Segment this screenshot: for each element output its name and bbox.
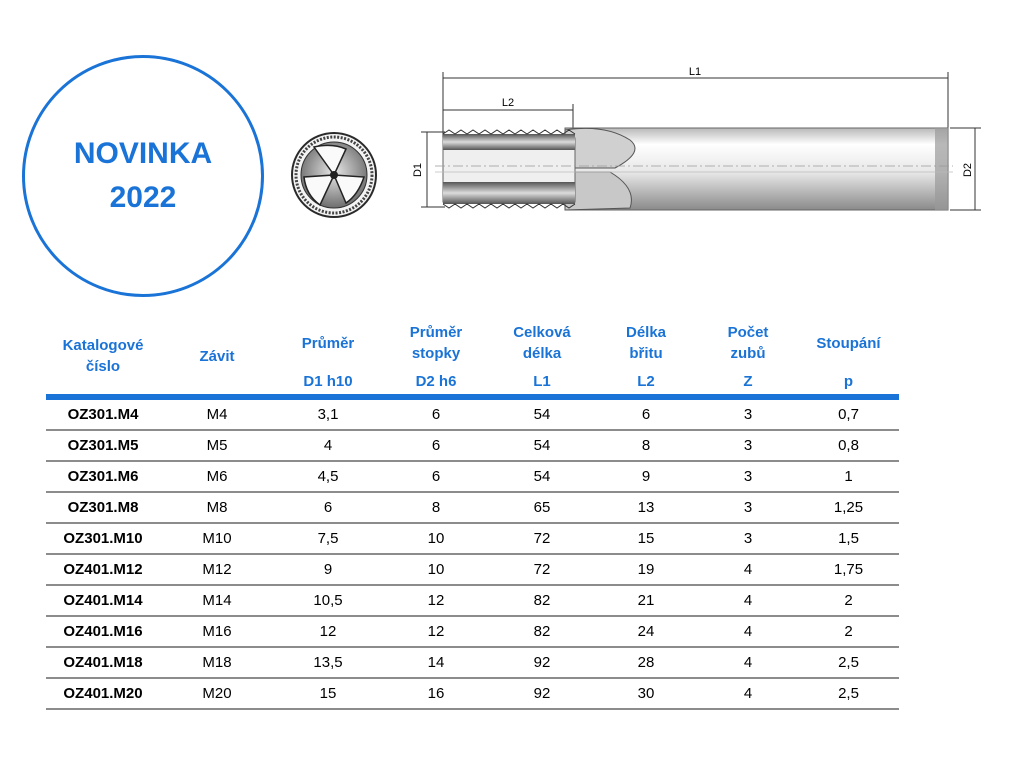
- dim-l1-label: L1: [688, 66, 702, 78]
- cell-pitch: 1,75: [798, 554, 899, 585]
- cell-catalog-number: OZ301.M6: [46, 461, 160, 492]
- table-row: [46, 585, 899, 616]
- cell-diameter: 4,5: [274, 461, 382, 492]
- cell-total-length: 82: [490, 616, 594, 647]
- header-pitch-sub: p: [843, 372, 854, 390]
- cutter-end-view: [284, 125, 384, 225]
- cell-cutting-length: 19: [594, 554, 698, 585]
- cell-thread: M18: [160, 647, 274, 678]
- header-pitch: Stoupání: [816, 334, 881, 352]
- cell-teeth-count: 3: [698, 430, 798, 461]
- cell-catalog-number: OZ401.M14: [46, 585, 160, 616]
- cell-catalog-number: OZ401.M16: [46, 616, 160, 647]
- cell-pitch: 2: [798, 616, 899, 647]
- table-row: [46, 400, 899, 430]
- table-row: [46, 430, 899, 461]
- table-row: [46, 523, 899, 554]
- cell-diameter: 3,1: [274, 400, 382, 430]
- cell-diameter: 6: [274, 492, 382, 523]
- cell-pitch: 2,5: [798, 647, 899, 678]
- cell-cutting-length: 8: [594, 430, 698, 461]
- cell-total-length: 92: [490, 678, 594, 709]
- spec-table: [46, 318, 899, 710]
- cell-teeth-count: 3: [698, 400, 798, 430]
- cell-diameter: 7,5: [274, 523, 382, 554]
- cell-shank-diameter: 6: [382, 400, 490, 430]
- cell-diameter: 15: [274, 678, 382, 709]
- header-diameter-sub: D1 h10: [303, 372, 353, 390]
- cell-thread: M5: [160, 430, 274, 461]
- table-row: [46, 647, 899, 678]
- table-row: [46, 554, 899, 585]
- table-row: [46, 492, 899, 523]
- cell-shank-diameter: 12: [382, 585, 490, 616]
- cell-teeth-count: 4: [698, 647, 798, 678]
- cell-cutting-length: 15: [594, 523, 698, 554]
- cell-cutting-length: 9: [594, 461, 698, 492]
- cell-diameter: 12: [274, 616, 382, 647]
- cell-catalog-number: OZ401.M20: [46, 678, 160, 709]
- cell-catalog-number: OZ301.M4: [46, 400, 160, 430]
- cell-shank-diameter: 6: [382, 430, 490, 461]
- cell-pitch: 2: [798, 585, 899, 616]
- dim-l2-label: L2: [501, 97, 515, 109]
- cell-diameter: 4: [274, 430, 382, 461]
- cell-total-length: 65: [490, 492, 594, 523]
- cell-total-length: 72: [490, 554, 594, 585]
- cell-cutting-length: 21: [594, 585, 698, 616]
- cell-teeth-count: 3: [698, 492, 798, 523]
- cell-thread: M4: [160, 400, 274, 430]
- cell-teeth-count: 3: [698, 523, 798, 554]
- cell-cutting-length: 24: [594, 616, 698, 647]
- cell-teeth-count: 3: [698, 461, 798, 492]
- cell-diameter: 10,5: [274, 585, 382, 616]
- cell-pitch: 2,5: [798, 678, 899, 709]
- cell-cutting-length: 28: [594, 647, 698, 678]
- table-row: [46, 678, 899, 709]
- cell-cutting-length: 30: [594, 678, 698, 709]
- cell-pitch: 1,25: [798, 492, 899, 523]
- cell-shank-diameter: 6: [382, 461, 490, 492]
- cell-shank-diameter: 16: [382, 678, 490, 709]
- cell-pitch: 1,5: [798, 523, 899, 554]
- header-catalog-number: Katalogové číslo: [62, 337, 144, 375]
- header-shank-diameter: Průměr stopky: [409, 324, 463, 362]
- cell-total-length: 54: [490, 400, 594, 430]
- cell-thread: M20: [160, 678, 274, 709]
- header-teeth-count-sub: Z: [743, 372, 753, 390]
- cell-shank-diameter: 12: [382, 616, 490, 647]
- cell-thread: M10: [160, 523, 274, 554]
- dim-d2-label: D2: [962, 162, 974, 178]
- header-teeth-count: Počet zubů: [727, 324, 769, 362]
- cell-catalog-number: OZ301.M5: [46, 430, 160, 461]
- cell-shank-diameter: 10: [382, 523, 490, 554]
- badge-line-1: NOVINKA: [73, 137, 213, 170]
- table-row: [46, 461, 899, 492]
- header-diameter: Průměr: [301, 334, 355, 352]
- cell-teeth-count: 4: [698, 554, 798, 585]
- spec-table-body: [46, 400, 899, 709]
- cell-diameter: 9: [274, 554, 382, 585]
- cell-catalog-number: OZ301.M10: [46, 523, 160, 554]
- cell-thread: M14: [160, 585, 274, 616]
- cell-shank-diameter: 8: [382, 492, 490, 523]
- cell-thread: M6: [160, 461, 274, 492]
- cell-teeth-count: 4: [698, 585, 798, 616]
- cell-total-length: 54: [490, 430, 594, 461]
- cell-diameter: 13,5: [274, 647, 382, 678]
- cell-thread: M12: [160, 554, 274, 585]
- dim-d1-label: D1: [412, 162, 424, 178]
- header-cutting-length-sub: L2: [637, 372, 655, 390]
- header-total-length: Celková délka: [513, 324, 571, 362]
- header-total-length-sub: L1: [533, 372, 551, 390]
- header-thread: Závit: [199, 347, 235, 365]
- table-row: [46, 616, 899, 647]
- cell-teeth-count: 4: [698, 678, 798, 709]
- header-shank-diameter-sub: D2 h6: [415, 372, 457, 390]
- cell-pitch: 0,7: [798, 400, 899, 430]
- cell-catalog-number: OZ401.M18: [46, 647, 160, 678]
- cell-catalog-number: OZ401.M12: [46, 554, 160, 585]
- novinka-badge: [22, 55, 264, 297]
- cell-shank-diameter: 10: [382, 554, 490, 585]
- cutter-side-view: [405, 60, 985, 230]
- cell-teeth-count: 4: [698, 616, 798, 647]
- header-cutting-length: Délka břitu: [625, 324, 667, 362]
- cell-pitch: 0,8: [798, 430, 899, 461]
- cell-thread: M8: [160, 492, 274, 523]
- cell-total-length: 72: [490, 523, 594, 554]
- cell-shank-diameter: 14: [382, 647, 490, 678]
- cell-cutting-length: 13: [594, 492, 698, 523]
- cell-cutting-length: 6: [594, 400, 698, 430]
- cell-total-length: 54: [490, 461, 594, 492]
- cell-thread: M16: [160, 616, 274, 647]
- cell-total-length: 92: [490, 647, 594, 678]
- cell-catalog-number: OZ301.M8: [46, 492, 160, 523]
- cell-total-length: 82: [490, 585, 594, 616]
- cell-pitch: 1: [798, 461, 899, 492]
- badge-line-2: 2022: [109, 181, 177, 214]
